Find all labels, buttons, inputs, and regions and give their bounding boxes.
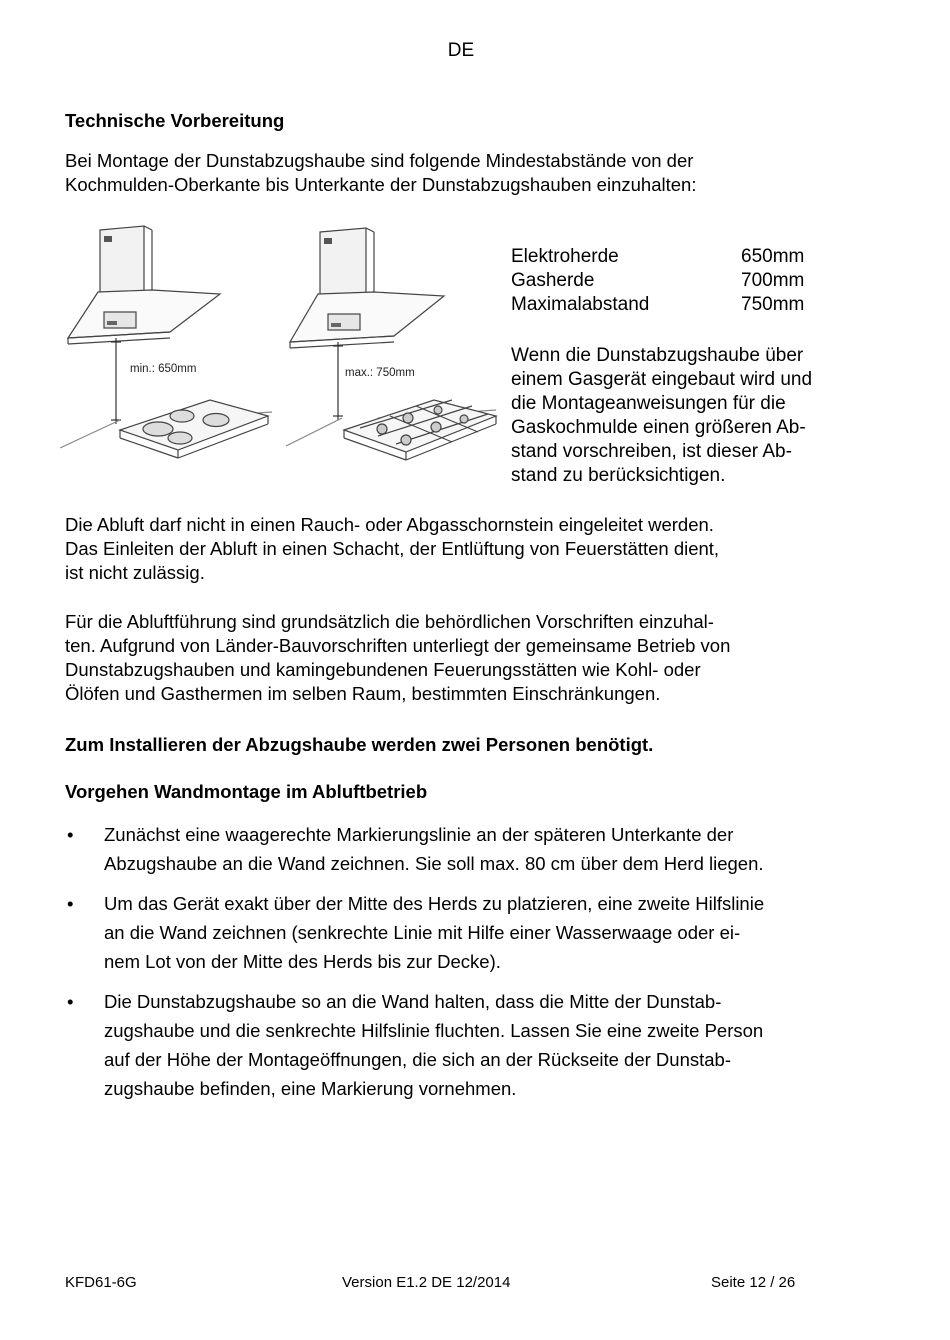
- footer-page-number: Seite 12 / 26: [711, 1274, 796, 1291]
- distance-name: Maximalabstand: [511, 294, 650, 315]
- bullet-icon: •: [67, 991, 74, 1012]
- step-line: Zunächst eine waagerechte Markierungslinie an der späteren Unterkante der: [104, 824, 734, 845]
- intro-paragraph: [65, 149, 885, 197]
- gas-appliance-note: [511, 344, 871, 488]
- two-persons-notice: Zum Installieren der Abzugshaube werden zwei Personen benötigt.: [65, 734, 654, 755]
- paragraph-line: Dunstabzugshauben und kamingebundenen Feuerungsstätten wie Kohl- oder: [65, 659, 701, 680]
- list-item: [65, 889, 885, 976]
- language-code: DE: [447, 40, 475, 61]
- footer-version: Version E1.2 DE 12/2014: [342, 1274, 511, 1291]
- installation-distance-illustration: [60, 220, 500, 482]
- step-line: nem Lot von der Mitte des Herds bis zur Decke).: [104, 951, 501, 972]
- electric-hob-illustration: [120, 400, 268, 458]
- step-line: Die Dunstabzugshaube so an die Wand halten, dass die Mitte der Dunstab-: [104, 991, 722, 1012]
- note-line: die Montageanweisungen für die: [511, 393, 786, 414]
- note-line: stand zu berücksichtigen.: [511, 465, 726, 486]
- hood-illustration-right: [290, 228, 444, 348]
- bullet-icon: •: [67, 893, 74, 914]
- note-line: Wenn die Dunstabzugshaube über: [511, 345, 804, 366]
- intro-line: Bei Montage der Dunstabzugshaube sind folgende Mindestabstände von der: [65, 150, 694, 171]
- section-heading-technical-preparation: Technische Vorbereitung: [65, 110, 285, 131]
- paragraph-line: Für die Abluftführung sind grundsätzlich die behördlichen Vorschriften einzuhal-: [65, 611, 714, 632]
- exhaust-air-paragraph: [65, 513, 885, 585]
- step-line: Um das Gerät exakt über der Mitte des Herds zu platzieren, eine zweite Hilfslinie: [104, 893, 765, 914]
- regulations-paragraph: [65, 610, 885, 706]
- note-line: Gaskochmulde einen größeren Ab-: [511, 417, 806, 438]
- step-line: auf der Höhe der Montageöffnungen, die sich an der Rückseite der Dunstab-: [104, 1049, 731, 1070]
- step-line: an die Wand zeichnen (senkrechte Linie mit Hilfe einer Wasserwaage oder ei-: [104, 922, 741, 943]
- step-line: zugshaube befinden, eine Markierung vornehmen.: [104, 1078, 517, 1099]
- distance-name: Elektroherde: [511, 246, 619, 267]
- paragraph-line: Ölöfen und Gasthermen im selben Raum, bestimmten Einschränkungen.: [65, 683, 661, 704]
- list-item: [65, 987, 885, 1103]
- min-distance-label: min.: 650mm: [130, 363, 197, 375]
- step-line: zugshaube und die senkrechte Hilfslinie fluchten. Lassen Sie eine zweite Person: [104, 1020, 764, 1041]
- step-line: Abzugshaube an die Wand zeichnen. Sie soll max. 80 cm über dem Herd liegen.: [104, 853, 764, 874]
- bullet-icon: •: [67, 824, 74, 845]
- mounting-steps-list: [65, 820, 885, 1114]
- section-heading-wall-mounting: Vorgehen Wandmontage im Abluftbetrieb: [65, 781, 428, 802]
- intro-line: Kochmulden-Oberkante bis Unterkante der Dunstabzugshauben einzuhalten:: [65, 174, 697, 195]
- distance-value: 650mm: [741, 246, 805, 267]
- distance-name: Gasherde: [511, 270, 595, 291]
- gas-hob-illustration: [344, 400, 496, 460]
- footer-model: KFD61-6G: [65, 1274, 137, 1291]
- paragraph-line: Die Abluft darf nicht in einen Rauch- oder Abgasschornstein eingeleitet werden.: [65, 514, 714, 535]
- distance-row: [511, 293, 804, 317]
- max-distance-label: max.: 750mm: [345, 367, 415, 379]
- paragraph-line: ist nicht zulässig.: [65, 562, 205, 583]
- distance-value: 750mm: [741, 294, 805, 315]
- hood-illustration-left: [68, 226, 220, 344]
- paragraph-line: ten. Aufgrund von Länder-Bauvorschriften unterliegt der gemeinsame Betrieb von: [65, 635, 731, 656]
- paragraph-line: Das Einleiten der Abluft in einen Schacht, der Entlüftung von Feuerstätten dient,: [65, 538, 720, 559]
- distance-row: [511, 269, 804, 293]
- list-item: [65, 820, 885, 878]
- distance-value: 700mm: [741, 270, 805, 291]
- note-line: stand vorschreiben, ist dieser Ab-: [511, 441, 792, 462]
- distance-row: [511, 245, 804, 269]
- note-line: einem Gasgerät eingebaut wird und: [511, 369, 813, 390]
- distance-table: [511, 245, 804, 317]
